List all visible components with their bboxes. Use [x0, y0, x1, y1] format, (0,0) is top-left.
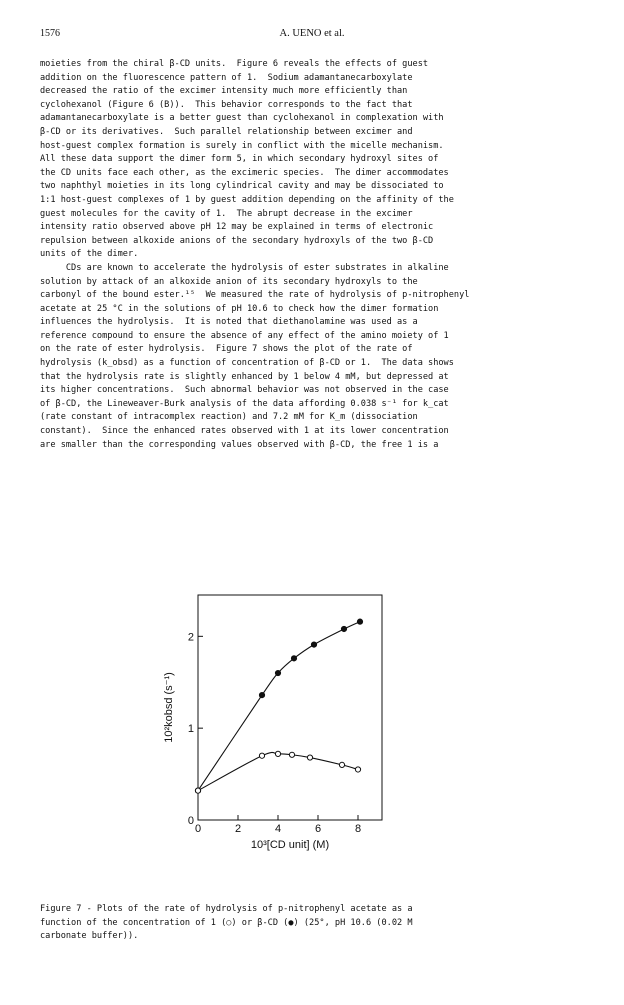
body-line: two naphthyl moieties in its long cylindrical cavity and may be dissociated to: [40, 181, 444, 192]
series-line-0: [198, 622, 360, 791]
caption-line: Figure 7 - Plots of the rate of hydrolysis of p-nitrophenyl acetate as a: [40, 904, 413, 914]
body-line: units of the dimer.: [40, 249, 139, 260]
body-line: that the hydrolysis rate is slightly enhanced by 1 below 4 mM, but depressed at: [40, 371, 449, 382]
data-point-beta-cd: [259, 693, 264, 698]
body-line: of β-CD, the Lineweaver-Burk analysis of the data affording 0.038 s⁻¹ for k_cat: [40, 398, 449, 409]
data-point-compound-1: [275, 751, 280, 756]
caption-line: function of the concentration of 1 (○) or β-CD (●) (25°, pH 10.6 (0.02 M: [40, 917, 413, 928]
running-head: A. UENO et al.: [279, 28, 345, 39]
x-tick-label: 2: [234, 823, 242, 835]
body-line: hydrolysis (k_obsd) as a function of concentration of β-CD or 1. The data shows: [40, 358, 454, 369]
data-point-compound-1: [339, 762, 344, 767]
body-text: [40, 58, 590, 452]
data-point-compound-1: [259, 753, 264, 758]
data-point-compound-1: [289, 752, 294, 757]
page-number: 1576: [40, 28, 60, 39]
body-line: influences the hydrolysis. It is noted that diethanolamine was used as a: [40, 317, 418, 328]
body-line: solution by attack of an alkoxide anion of its secondary hydroxyls to the: [40, 276, 418, 287]
body-line: moieties from the chiral β-CD units. Figure 6 reveals the effects of guest: [40, 59, 429, 69]
body-line: CDs are known to accelerate the hydrolysis of ester substrates in alkaline: [40, 262, 449, 273]
data-point-compound-1: [195, 788, 200, 793]
body-line: adamantanecarboxylate is a better guest than cyclohexanol in complexation with: [40, 113, 444, 124]
y-axis-label: 10²kobsd (s⁻¹): [163, 672, 175, 743]
body-line: host-guest complex formation is surely in conflict with the micelle mechanism.: [40, 140, 444, 151]
data-point-beta-cd: [341, 626, 346, 631]
data-point-compound-1: [355, 767, 360, 772]
series-line-1: [198, 752, 358, 790]
body-line: All these data support the dimer form 5, in which secondary hydroxyl sites of: [40, 154, 439, 165]
x-tick-label: 0: [194, 823, 202, 835]
body-line: guest molecules for the cavity of 1. The abrupt decrease in the excimer: [40, 208, 413, 219]
body-line: β-CD or its derivatives. Such parallel relationship between excimer and: [40, 126, 413, 137]
body-line: reference compound to ensure the absence of any effect of the amino moiety of 1: [40, 330, 449, 341]
body-line: the CD units face each other, as the excimeric species. The dimer accommodates: [40, 167, 449, 178]
data-point-beta-cd: [311, 642, 316, 647]
body-line: repulsion between alkoxide anions of the secondary hydroxyls of the two β-CD: [40, 235, 434, 246]
body-line: 1:1 host-guest complexes of 1 by guest addition depending on the affinity of the: [40, 194, 454, 205]
body-line: intensity ratio observed above pH 12 may be explained in terms of electronic: [40, 222, 434, 233]
body-line: are smaller than the corresponding values observed with β-CD, the free 1 is a: [40, 439, 439, 450]
page-header: [40, 28, 584, 44]
body-line: acetate at 25 °C in the solutions of pH 10.6 to check how the dimer formation: [40, 303, 439, 314]
x-tick-label: 6: [314, 823, 322, 835]
caption-line: carbonate buffer)).: [40, 931, 139, 942]
plot-frame: [198, 595, 382, 820]
body-line: carbonyl of the bound ester.¹⁵ We measured the rate of hydrolysis of p-nitrophenyl: [40, 290, 470, 301]
x-axis-label: 10³[CD unit] (M): [250, 839, 330, 851]
body-line: its higher concentrations. Such abnormal behavior was not observed in the case: [40, 385, 449, 396]
body-line: on the rate of ester hydrolysis. Figure 7 shows the plot of the rate of: [40, 344, 413, 355]
figure-7: [150, 590, 420, 890]
data-point-beta-cd: [357, 619, 362, 624]
x-tick-label: 8: [354, 823, 362, 835]
body-line: addition on the fluorescence pattern of 1. Sodium adamantanecarboxylate: [40, 72, 413, 83]
data-point-beta-cd: [275, 670, 280, 675]
chart: [150, 590, 420, 890]
body-line: decreased the ratio of the excimer intensity much more efficiently than: [40, 86, 408, 97]
y-tick-label: 0: [187, 815, 194, 827]
data-point-compound-1: [307, 755, 312, 760]
y-tick-label: 2: [187, 631, 194, 644]
body-line: cyclohexanol (Figure 6 (B)). This behavior corresponds to the fact that: [40, 99, 413, 110]
figure-caption: [40, 903, 590, 944]
body-line: constant). Since the enhanced rates observed with 1 at its lower concentration: [40, 426, 449, 437]
x-tick-label: 4: [274, 823, 282, 835]
data-point-beta-cd: [291, 656, 296, 661]
body-line: (rate constant of intracomplex reaction) and 7.2 mM for K_m (dissociation: [40, 412, 418, 423]
y-tick-label: 1: [187, 723, 194, 736]
